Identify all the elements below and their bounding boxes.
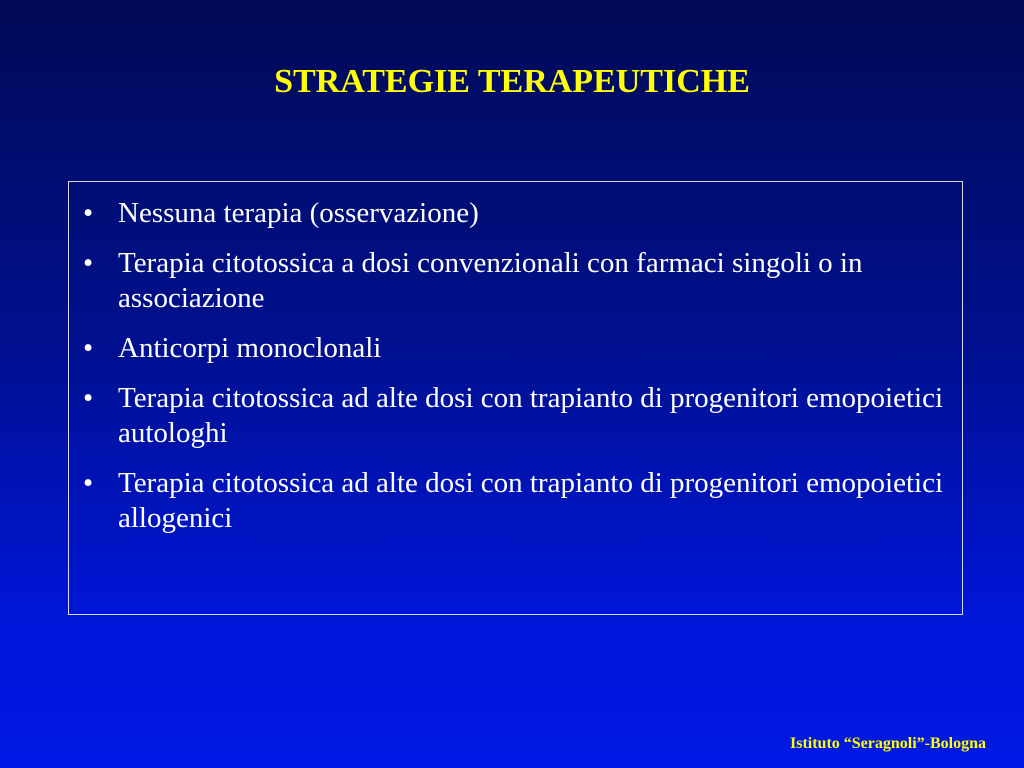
bullet-item <box>83 381 943 451</box>
bullet-text: Terapia citotossica ad alte dosi con trapianto di progenitori emopoietici allogenici <box>118 467 944 534</box>
bullet-icon: • <box>83 332 94 364</box>
bullet-item <box>83 466 943 536</box>
bullet-text: Nessuna terapia (osservazione) <box>118 197 479 229</box>
bullet-list <box>83 196 943 551</box>
bullet-icon: • <box>83 467 94 499</box>
bullet-text: Anticorpi monoclonali <box>118 332 382 364</box>
bullet-item <box>83 331 943 366</box>
footer-credit: Istituto “Seragnoli”-Bologna <box>789 735 986 752</box>
bullet-text: Terapia citotossica ad alte dosi con trapianto di progenitori emopoietici autologhi <box>118 382 944 449</box>
bullet-icon: • <box>83 197 94 229</box>
slide-title: STRATEGIE TERAPEUTICHE <box>274 63 750 100</box>
bullet-text: Terapia citotossica a dosi convenzionali con farmaci singoli o in associazione <box>118 247 863 314</box>
bullet-item <box>83 196 943 231</box>
bullet-item <box>83 246 943 316</box>
bullet-icon: • <box>83 247 94 279</box>
bullet-box <box>68 181 963 615</box>
bullet-icon: • <box>83 382 94 414</box>
